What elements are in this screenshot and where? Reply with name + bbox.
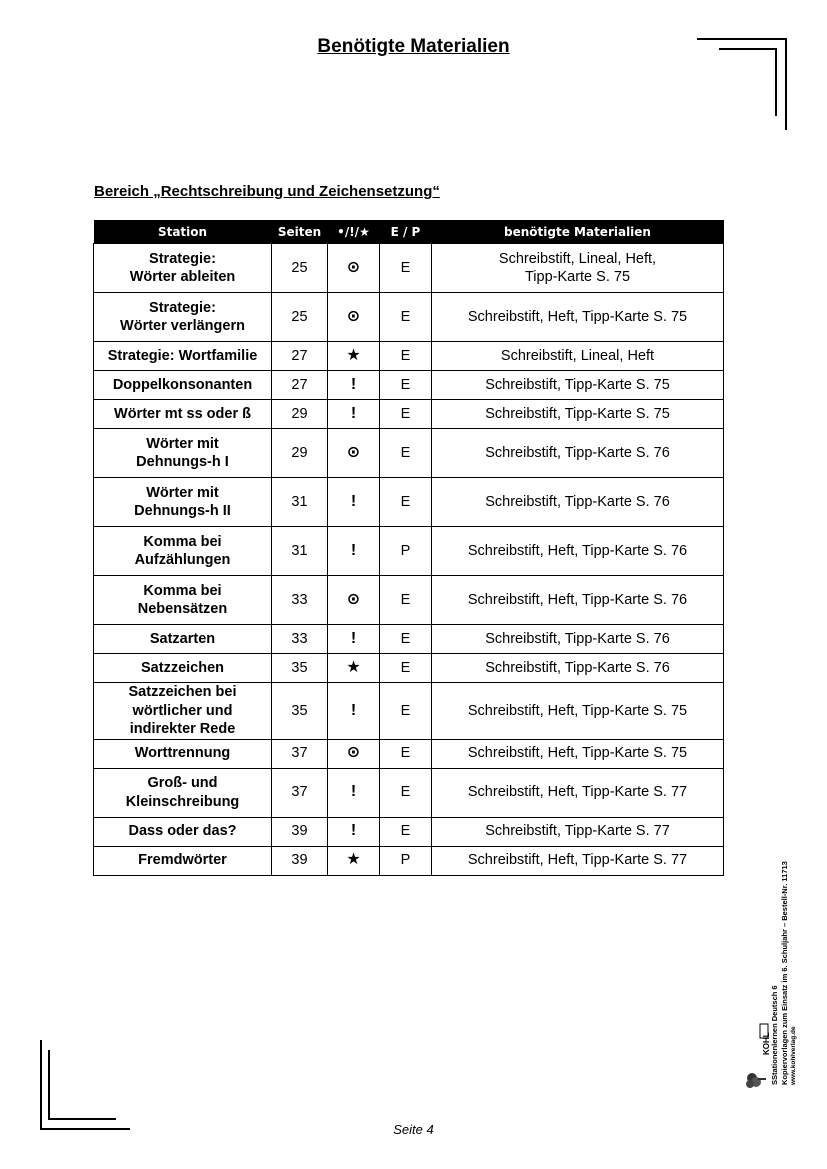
work-mode-cell: E xyxy=(380,293,432,342)
table-row xyxy=(94,576,724,625)
table-row xyxy=(94,429,724,478)
pages-cell: 29 xyxy=(272,400,328,429)
materials-cell-line: Schreibstift, Heft, Tipp-Karte S. 75 xyxy=(467,702,688,719)
materials-cell xyxy=(432,683,724,740)
table-row xyxy=(94,371,724,400)
work-mode-cell: E xyxy=(380,429,432,478)
work-mode-cell: E xyxy=(380,371,432,400)
station-cell xyxy=(94,576,272,625)
corner-line xyxy=(697,38,787,40)
difficulty-symbol-cell: ⊙ xyxy=(328,576,380,625)
pages-cell: 29 xyxy=(272,429,328,478)
materials-cell-line: Schreibstift, Tipp-Karte S. 75 xyxy=(485,376,670,393)
station-cell xyxy=(94,768,272,817)
table-body xyxy=(94,244,724,876)
section-heading: Bereich „Rechtschreibung und Zeichensetzung“ xyxy=(94,183,440,200)
publisher-sidebar xyxy=(742,755,798,1095)
column-header: •/!/★ xyxy=(328,220,380,244)
materials-cell-line: Schreibstift, Heft, Tipp-Karte S. 75 xyxy=(467,745,688,762)
station-cell xyxy=(94,478,272,527)
table-row xyxy=(94,683,724,740)
pages-cell: 37 xyxy=(272,768,328,817)
materials-cell-line: Schreibstift, Heft, Tipp-Karte S. 77 xyxy=(467,784,688,801)
materials-cell-line: Schreibstift, Lineal, Heft xyxy=(500,347,655,364)
difficulty-symbol-cell: ! xyxy=(328,400,380,429)
materials-cell xyxy=(432,342,724,371)
station-cell-line: Fremdwörter xyxy=(138,852,227,869)
difficulty-symbol-cell: ! xyxy=(328,371,380,400)
materials-cell xyxy=(432,654,724,683)
station-cell xyxy=(94,429,272,478)
difficulty-symbol-cell: ! xyxy=(328,768,380,817)
station-cell-line: Groß- und xyxy=(147,775,218,791)
station-cell-line: Strategie: Wortfamilie xyxy=(107,347,258,364)
station-cell xyxy=(94,625,272,654)
work-mode-cell: E xyxy=(380,478,432,527)
pages-cell: 27 xyxy=(272,342,328,371)
pages-cell: 33 xyxy=(272,625,328,654)
difficulty-symbol-cell: ! xyxy=(328,817,380,846)
difficulty-symbol-cell: ⊙ xyxy=(328,293,380,342)
table-row xyxy=(94,400,724,429)
table-row xyxy=(94,244,724,293)
pages-cell: 27 xyxy=(272,371,328,400)
work-mode-cell: E xyxy=(380,244,432,293)
materials-cell-line: Schreibstift, Heft, Tipp-Karte S. 77 xyxy=(467,852,688,869)
station-cell xyxy=(94,683,272,740)
materials-cell xyxy=(432,739,724,768)
station-cell-line: Wörter verlängern xyxy=(120,318,245,334)
page-number: Seite 4 xyxy=(393,1122,434,1137)
work-mode-cell: P xyxy=(380,527,432,576)
table-row xyxy=(94,768,724,817)
corner-line xyxy=(719,48,777,50)
station-cell xyxy=(94,817,272,846)
table-row xyxy=(94,293,724,342)
work-mode-cell: P xyxy=(380,846,432,875)
materials-cell xyxy=(432,817,724,846)
materials-cell-line: Schreibstift, Tipp-Karte S. 76 xyxy=(485,659,670,676)
station-cell xyxy=(94,527,272,576)
materials-cell-line: Schreibstift, Tipp-Karte S. 76 xyxy=(485,630,670,647)
materials-cell-line: Schreibstift, Heft, Tipp-Karte S. 76 xyxy=(467,591,688,608)
station-cell-line: wörtlicher und xyxy=(132,702,233,719)
materials-cell xyxy=(432,527,724,576)
station-cell-line: Doppelkonsonanten xyxy=(112,376,253,393)
table-row xyxy=(94,342,724,371)
station-cell xyxy=(94,400,272,429)
publication-subtitle: Kopiervorlagen zum Einsatz im 6. Schuljahr – Bestell-Nr. 11713 xyxy=(780,861,789,1085)
materials-cell xyxy=(432,625,724,654)
publication-title: SStationenlernen Deutsch 6 xyxy=(770,985,779,1085)
work-mode-cell: E xyxy=(380,400,432,429)
materials-cell-line: Schreibstift, Tipp-Karte S. 75 xyxy=(485,405,670,422)
station-cell-line: indirekter Rede xyxy=(129,721,236,737)
station-cell-line: Dass oder das? xyxy=(128,823,237,840)
column-header: Seiten xyxy=(272,220,328,244)
work-mode-cell: E xyxy=(380,739,432,768)
table-row xyxy=(94,527,724,576)
station-cell-line: Worttrennung xyxy=(134,745,231,762)
table-header-row xyxy=(94,220,724,244)
work-mode-cell: E xyxy=(380,625,432,654)
tree-logo-icon xyxy=(744,1020,770,1090)
station-cell-line: Wörter mit xyxy=(146,484,219,501)
publisher-url: www.kohlverlag.de xyxy=(790,1026,797,1085)
station-cell xyxy=(94,293,272,342)
difficulty-symbol-cell: ! xyxy=(328,625,380,654)
station-cell xyxy=(94,654,272,683)
table-row xyxy=(94,817,724,846)
pages-cell: 25 xyxy=(272,244,328,293)
difficulty-symbol-cell: ⊙ xyxy=(328,429,380,478)
difficulty-symbol-cell: ★ xyxy=(328,846,380,875)
station-cell-line: Aufzählungen xyxy=(134,552,231,568)
station-cell-line: Wörter mt ss oder ß xyxy=(114,405,251,422)
materials-cell xyxy=(432,576,724,625)
materials-cell-line: Schreibstift, Tipp-Karte S. 76 xyxy=(485,444,670,461)
publisher-logo-text: KOHL xyxy=(762,1032,771,1055)
station-cell-line: Komma bei xyxy=(143,533,222,550)
table-row xyxy=(94,654,724,683)
station-cell-line: Strategie: xyxy=(149,299,216,316)
materials-cell xyxy=(432,371,724,400)
station-cell-line: Satzzeichen xyxy=(141,659,224,676)
pages-cell: 39 xyxy=(272,846,328,875)
corner-line xyxy=(40,1040,42,1130)
station-cell-line: Dehnungs-h I xyxy=(136,454,229,470)
column-header: E / P xyxy=(380,220,432,244)
difficulty-symbol-cell: ⊙ xyxy=(328,244,380,293)
station-cell-line: Kleinschreibung xyxy=(125,793,240,810)
difficulty-symbol-cell: ★ xyxy=(328,342,380,371)
station-cell-line: Strategie: xyxy=(149,250,216,267)
column-header: benötigte Materialien xyxy=(432,220,724,244)
work-mode-cell: E xyxy=(380,768,432,817)
difficulty-symbol-cell: ! xyxy=(328,527,380,576)
pages-cell: 39 xyxy=(272,817,328,846)
station-cell xyxy=(94,846,272,875)
page-title: Benötigte Materialien xyxy=(317,36,510,57)
materials-cell xyxy=(432,768,724,817)
materials-cell xyxy=(432,400,724,429)
station-cell xyxy=(94,371,272,400)
pages-cell: 33 xyxy=(272,576,328,625)
station-cell-line: Komma bei xyxy=(143,582,222,599)
materials-cell xyxy=(432,293,724,342)
station-cell-line: Dehnungs-h II xyxy=(134,503,231,519)
pages-cell: 31 xyxy=(272,527,328,576)
station-cell-line: Satzarten xyxy=(149,630,216,647)
work-mode-cell: E xyxy=(380,342,432,371)
station-cell-line: Wörter mit xyxy=(146,435,219,452)
column-header: Station xyxy=(94,220,272,244)
table-row xyxy=(94,625,724,654)
work-mode-cell: E xyxy=(380,817,432,846)
pages-cell: 25 xyxy=(272,293,328,342)
materials-cell xyxy=(432,478,724,527)
materials-cell xyxy=(432,846,724,875)
pages-cell: 35 xyxy=(272,683,328,740)
materials-cell-line: Schreibstift, Tipp-Karte S. 76 xyxy=(485,493,670,510)
work-mode-cell: E xyxy=(380,654,432,683)
station-cell xyxy=(94,244,272,293)
pages-cell: 37 xyxy=(272,739,328,768)
station-cell-line: Satzzeichen bei xyxy=(128,684,237,700)
station-cell xyxy=(94,739,272,768)
pages-cell: 31 xyxy=(272,478,328,527)
table-row xyxy=(94,478,724,527)
materials-cell-line: Schreibstift, Heft, Tipp-Karte S. 75 xyxy=(467,308,688,325)
pages-cell: 35 xyxy=(272,654,328,683)
materials-cell-line: Schreibstift, Tipp-Karte S. 77 xyxy=(485,823,670,840)
station-cell-line: Wörter ableiten xyxy=(129,269,236,285)
station-cell-line: Nebensätzen xyxy=(137,601,228,617)
work-mode-cell: E xyxy=(380,683,432,740)
materials-table xyxy=(93,220,724,876)
corner-line xyxy=(48,1050,50,1120)
materials-cell-line: Schreibstift, Heft, Tipp-Karte S. 76 xyxy=(467,542,688,559)
materials-cell xyxy=(432,429,724,478)
corner-line xyxy=(48,1118,116,1120)
publisher-info xyxy=(770,755,790,1085)
materials-cell xyxy=(432,244,724,293)
difficulty-symbol-cell: ★ xyxy=(328,654,380,683)
corner-line xyxy=(775,48,777,116)
materials-cell-line: Schreibstift, Lineal, Heft, xyxy=(498,250,657,267)
difficulty-symbol-cell: ⊙ xyxy=(328,739,380,768)
corner-line xyxy=(785,38,787,130)
work-mode-cell: E xyxy=(380,576,432,625)
difficulty-symbol-cell: ! xyxy=(328,683,380,740)
difficulty-symbol-cell: ! xyxy=(328,478,380,527)
table-row xyxy=(94,846,724,875)
station-cell xyxy=(94,342,272,371)
materials-cell-line: Tipp-Karte S. 75 xyxy=(524,269,631,285)
table-row xyxy=(94,739,724,768)
